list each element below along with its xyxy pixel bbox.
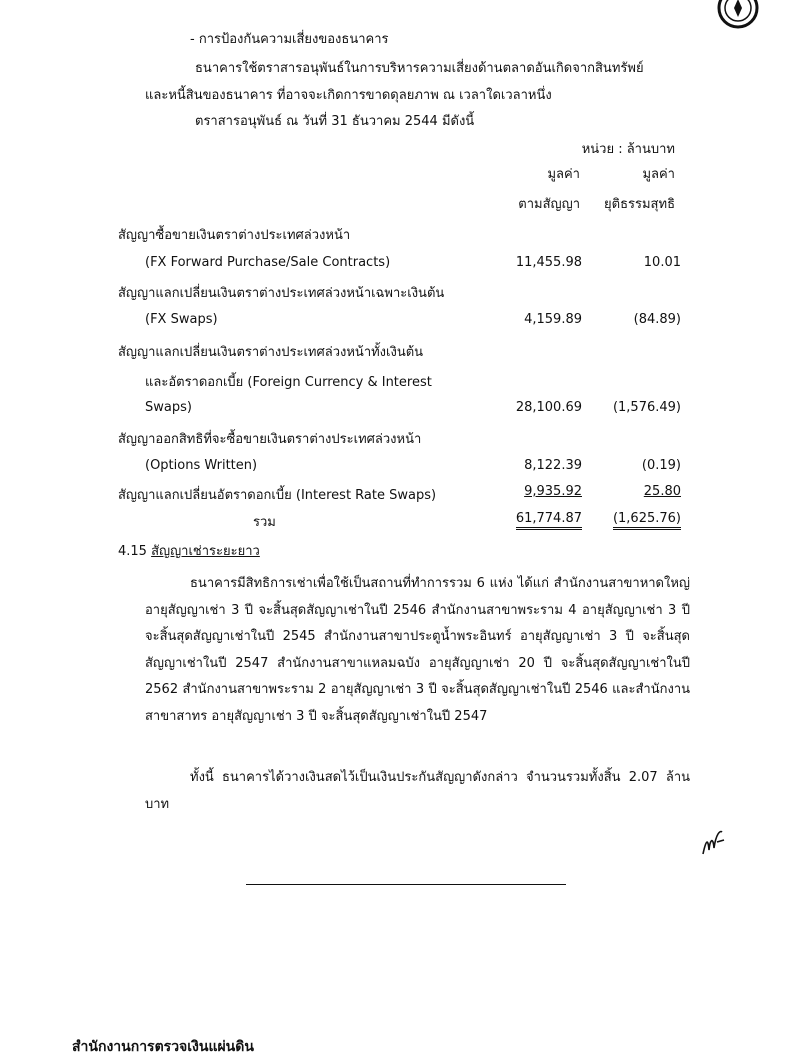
contract-value: 4,159.89 bbox=[524, 312, 582, 327]
row-label-en: (FX Forward Purchase/Sale Contracts) bbox=[145, 255, 391, 270]
fair-value: (84.89) bbox=[633, 312, 681, 327]
row-label: สัญญาแลกเปลี่ยนอัตราดอกเบี้ย (Interest Rate Swaps) bbox=[118, 488, 437, 503]
section-number: 4.15 bbox=[118, 544, 147, 559]
section-heading bbox=[118, 540, 260, 561]
col-fair-header-1: มูลค่า bbox=[642, 167, 675, 182]
total-contract-value: 61,774.87 bbox=[516, 511, 582, 530]
total-label: รวม bbox=[253, 515, 276, 530]
row-label: สัญญาแลกเปลี่ยนเงินตราต่างประเทศล่วงหน้าทั้งเงินต้น bbox=[118, 345, 424, 360]
contract-value-cell bbox=[470, 484, 582, 499]
contract-value: 9,935.92 bbox=[524, 484, 582, 499]
fair-value-cell bbox=[580, 484, 681, 499]
intro-line-1: ธนาคารใช้ตราสารอนุพันธ์ในการบริหารความเสี่ยงด้านตลาดอันเกิดจากสินทรัพย์ bbox=[195, 61, 644, 76]
row-label-cont: Swaps) bbox=[145, 400, 192, 415]
col-contract-header-2: ตามสัญญา bbox=[518, 197, 580, 212]
signature-mark bbox=[700, 826, 726, 864]
total-fair-cell bbox=[580, 511, 681, 526]
row-label: สัญญาออกสิทธิที่จะซื้อขายเงินตราต่างประเทศล่วงหน้า bbox=[118, 432, 422, 447]
total-fair-value: (1,625.76) bbox=[613, 511, 681, 530]
fair-value: (0.19) bbox=[641, 458, 681, 473]
intro-line-2: และหนี้สินของธนาคาร ที่อาจจะเกิดการขาดดุลยภาพ ณ เวลาใดเวลาหนึ่ง bbox=[145, 88, 552, 103]
col-contract-header-1: มูลค่า bbox=[547, 167, 580, 182]
contract-value: 28,100.69 bbox=[515, 400, 582, 415]
fair-value: 25.80 bbox=[643, 484, 681, 499]
lease-paragraph: ธนาคารมีสิทธิการเช่าเพื่อใช้เป็นสถานที่ทำการรวม 6 แห่ง ได้แก่ สำนักงานสาขาหาดใหญ่ อายุสัญญาเช่า 3 ปี จะสิ้นสุดสัญญาเช่าในปี 2546 สำนักงานสาขาพระราม 4 อายุสัญญาเช่า 3 ปี จะสิ้นสุดสัญญาเช่าในปี 2545 สำนักงานสาขาประตูน้ำพระอินทร์ อายุสัญญาเช่า 3 ปี จะสิ้นสุดสัญญาเช่าในปี 2547 สำนักงานสาขาแหลมฉบัง อายุสัญญาเช่า 20 ปี จะสิ้นสุดสัญญาเช่าในปี 2562 สำนักงานสาขาพระราม 2 อายุสัญญาเช่า 3 ปี จะสิ้นสุดสัญญาเช่าในปี 2546 และสำนักงานสาขาสาทร อายุสัญญาเช่า 3 ปี จะสิ้นสุดสัญญาเช่าในปี 2547 bbox=[145, 576, 690, 724]
row-label-en: (FX Swaps) bbox=[145, 312, 218, 327]
unit-label: หน่วย : ล้านบาท bbox=[581, 142, 675, 157]
separator-line bbox=[246, 884, 566, 885]
seal-icon bbox=[716, 0, 760, 30]
row-label-cont: และอัตราดอกเบี้ย (Foreign Currency & Interest bbox=[145, 375, 432, 390]
footer-agency: สำนักงานการตรวจเงินแผ่นดิน bbox=[72, 1039, 254, 1055]
row-label: สัญญาซื้อขายเงินตราต่างประเทศล่วงหน้า bbox=[118, 228, 351, 243]
deposit-paragraph: ทั้งนี้ ธนาคารได้วางเงินสดไว้เป็นเงินประกันสัญญาดังกล่าว จำนวนรวมทั้งสิ้น 2.07 ล้านบาท bbox=[145, 770, 690, 812]
section-title: สัญญาเช่าระยะยาว bbox=[151, 544, 260, 559]
total-contract-cell bbox=[470, 511, 582, 526]
row-label: สัญญาแลกเปลี่ยนเงินตราต่างประเทศล่วงหน้าเฉพาะเงินต้น bbox=[118, 286, 445, 301]
fair-value: 10.01 bbox=[643, 255, 681, 270]
intro-bullet: - การป้องกันความเสี่ยงของธนาคาร bbox=[190, 32, 389, 47]
contract-value: 11,455.98 bbox=[515, 255, 582, 270]
fair-value: (1,576.49) bbox=[612, 400, 681, 415]
row-label-en: (Options Written) bbox=[145, 458, 258, 473]
col-fair-header-2: ยุติธรรมสุทธิ bbox=[604, 197, 675, 212]
intro-line-3: ตราสารอนุพันธ์ ณ วันที่ 31 ธันวาคม 2544 มีดังนี้ bbox=[195, 114, 475, 129]
contract-value: 8,122.39 bbox=[524, 458, 582, 473]
signature-icon bbox=[700, 826, 726, 860]
